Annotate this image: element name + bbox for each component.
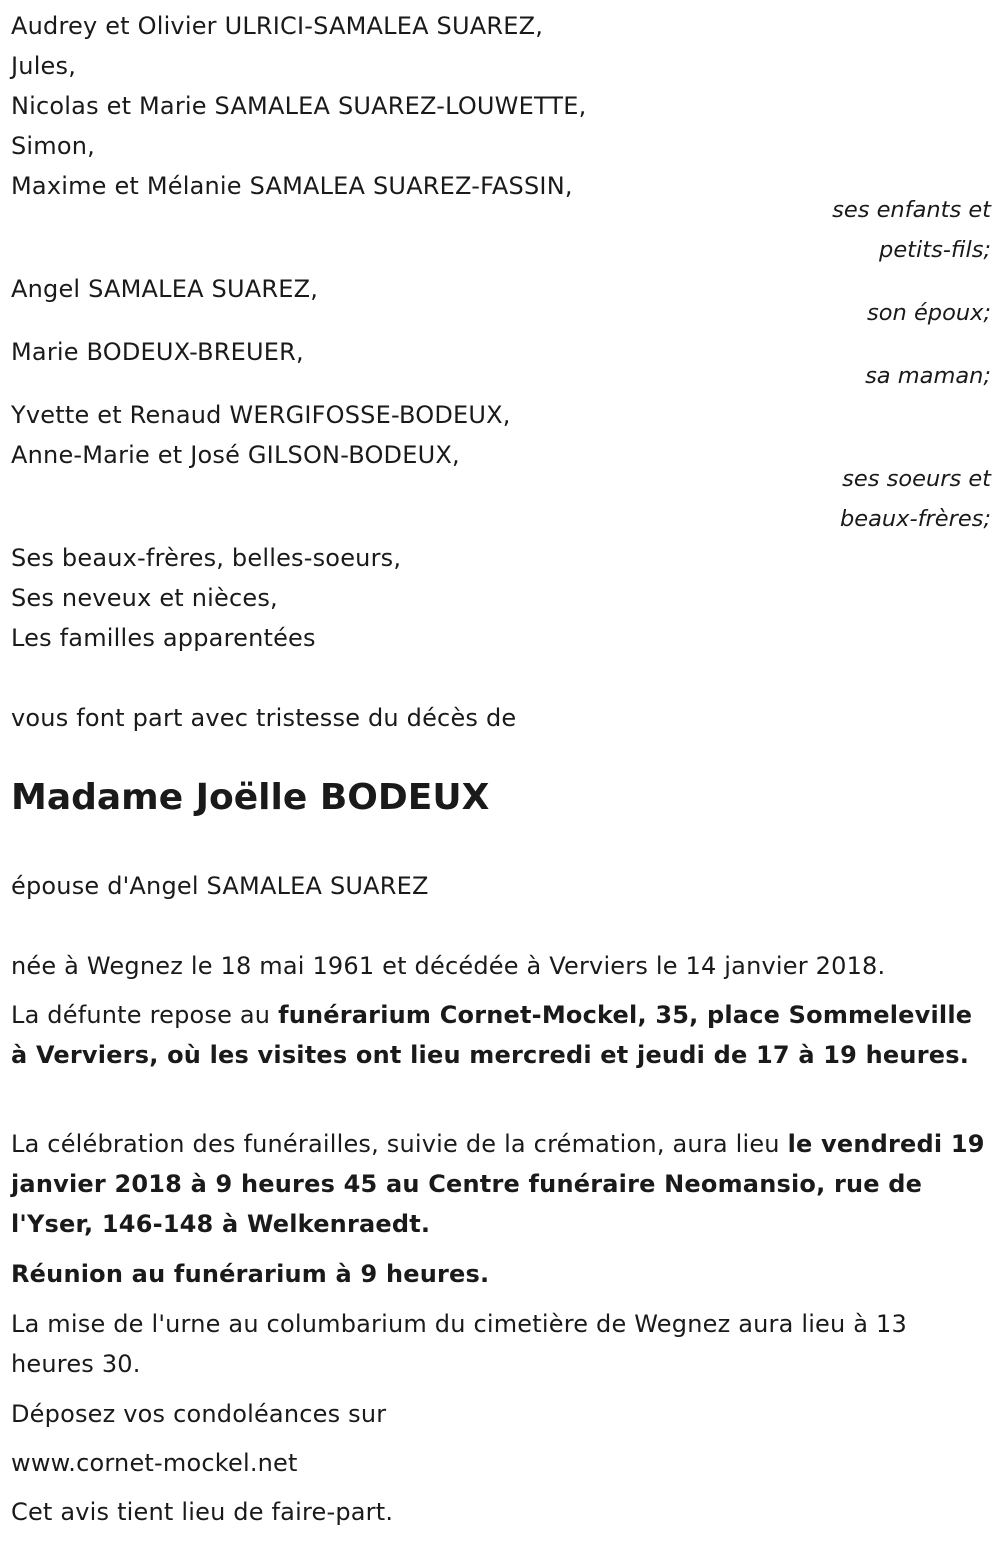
birth-death-line: née à Wegnez le 18 mai 1961 et décédée à Verviers le 14 janvier 2018. bbox=[11, 952, 886, 980]
repose-details: funérarium Cornet-Mockel, 35, place Sommeleville à Verviers, où les visites ont lieu mercredi et jeudi de 17 à 19 heures. bbox=[11, 1001, 973, 1069]
notice-line: Cet avis tient lieu de faire-part. bbox=[11, 1498, 394, 1526]
repose-paragraph bbox=[11, 995, 986, 1075]
relation-children-1: ses enfants et bbox=[832, 197, 991, 223]
announcement-line: vous font part avec tristesse du décès de bbox=[11, 704, 517, 732]
website-link[interactable]: www.cornet-mockel.net bbox=[11, 1449, 298, 1477]
family-line-others-3: Les familles apparentées bbox=[11, 624, 316, 652]
family-line-others-1: Ses beaux-frères, belles-soeurs, bbox=[11, 544, 402, 572]
repose-intro: La défunte repose au bbox=[11, 1001, 279, 1029]
spouse-line: épouse d'Angel SAMALEA SUAREZ bbox=[11, 872, 429, 900]
family-line-children-4: Simon, bbox=[11, 132, 96, 160]
family-line-spouse: Angel SAMALEA SUAREZ, bbox=[11, 275, 319, 303]
ceremony-intro: La célébration des funérailles, suivie de la crémation, aura lieu bbox=[11, 1130, 788, 1158]
urn-paragraph: La mise de l'urne au columbarium du cimetière de Wegnez aura lieu à 13 heures 30. bbox=[11, 1310, 907, 1378]
relation-spouse: son époux; bbox=[867, 300, 991, 326]
condolences-label: Déposez vos condoléances sur bbox=[11, 1400, 387, 1428]
family-line-others-2: Ses neveux et nièces, bbox=[11, 584, 278, 612]
relation-sisters-1: ses soeurs et bbox=[842, 466, 991, 492]
deceased-name: Madame Joëlle BODEUX bbox=[11, 777, 490, 818]
family-line-sister-1: Yvette et Renaud WERGIFOSSE-BODEUX, bbox=[11, 401, 511, 429]
family-line-mother: Marie BODEUX-BREUER, bbox=[11, 338, 304, 366]
family-line-children-5: Maxime et Mélanie SAMALEA SUAREZ-FASSIN, bbox=[11, 172, 573, 200]
family-line-sister-2: Anne-Marie et José GILSON-BODEUX, bbox=[11, 441, 460, 469]
family-line-children-2: Jules, bbox=[11, 52, 77, 80]
ceremony-paragraph bbox=[11, 1124, 986, 1244]
reunion-paragraph bbox=[11, 1254, 986, 1294]
relation-children-2: petits-fils; bbox=[879, 237, 991, 263]
family-line-children-1: Audrey et Olivier ULRICI-SAMALEA SUAREZ, bbox=[11, 12, 544, 40]
reunion-text: Réunion au funérarium à 9 heures. bbox=[11, 1260, 490, 1288]
relation-sisters-2: beaux-frères; bbox=[839, 506, 991, 532]
ceremony-details: le vendredi 19 janvier 2018 à 9 heures 45 au Centre funéraire Neomansio, rue de l'Yser, 146-148 à Welkenraedt. bbox=[11, 1130, 985, 1238]
family-line-children-3: Nicolas et Marie SAMALEA SUAREZ-LOUWETTE, bbox=[11, 92, 587, 120]
relation-mother: sa maman; bbox=[865, 363, 991, 389]
